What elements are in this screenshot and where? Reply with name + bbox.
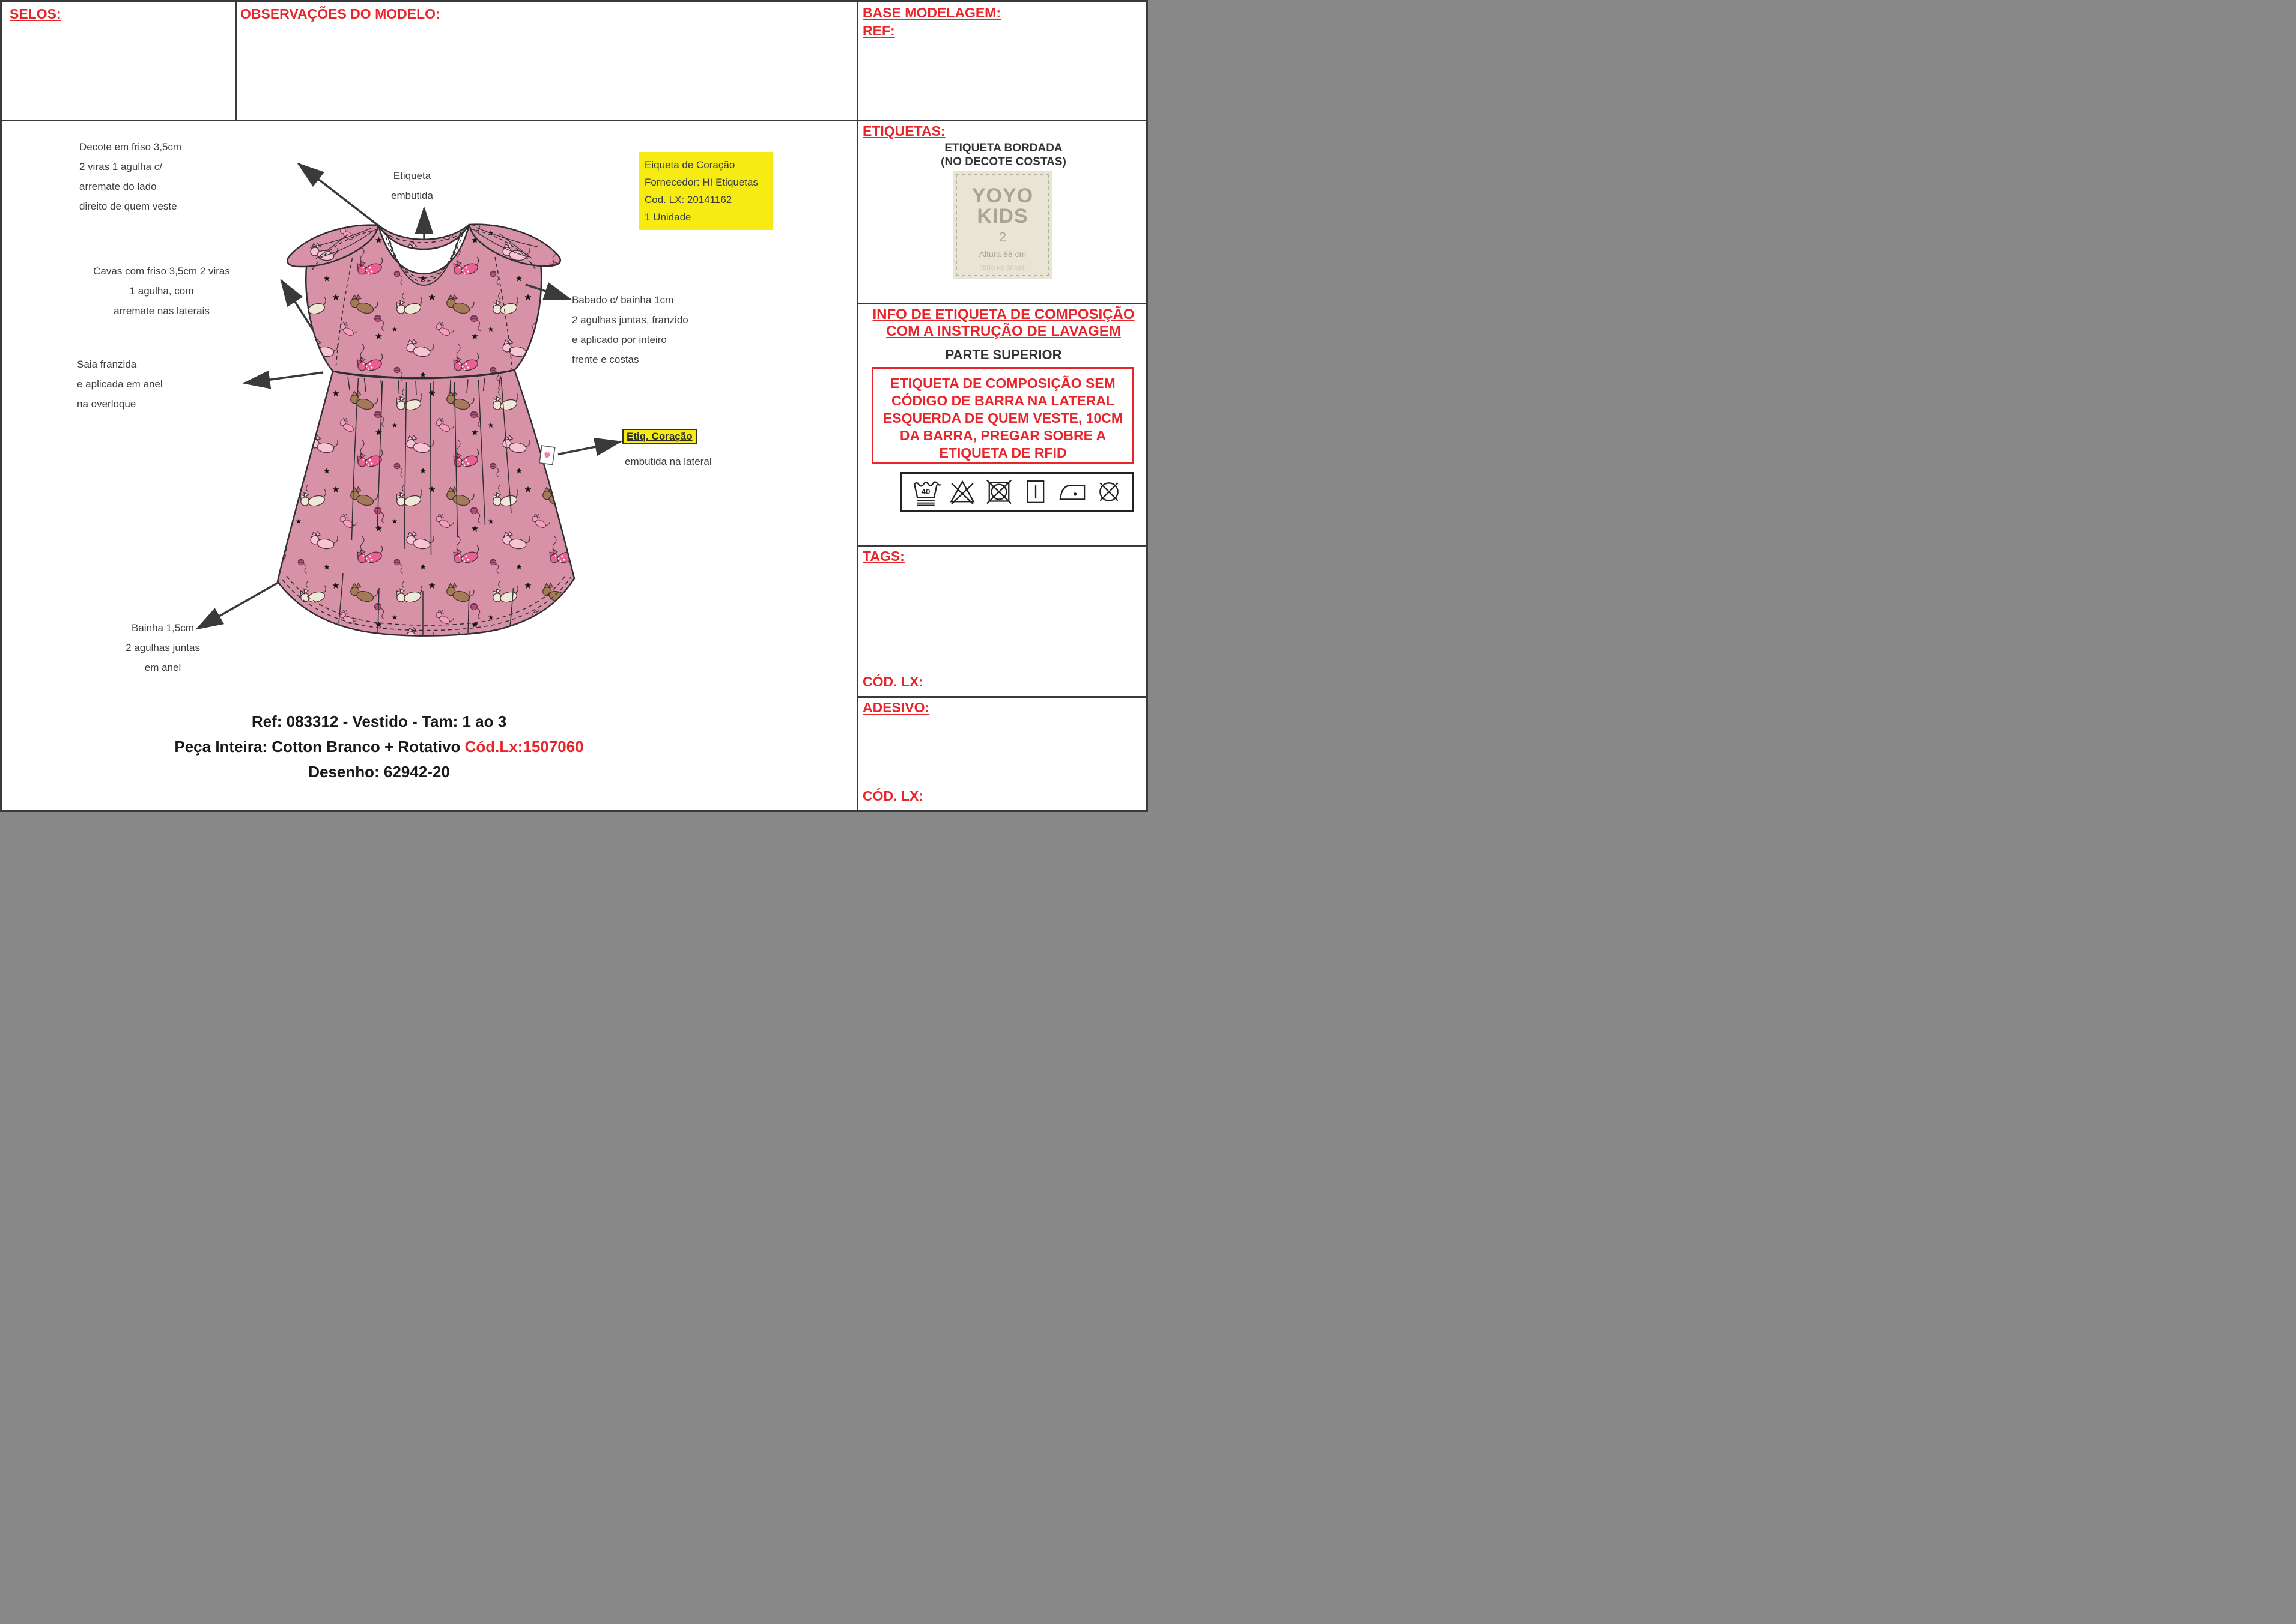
observacoes-header: OBSERVAÇÕES DO MODELO: — [240, 6, 440, 22]
annotation-decote — [79, 137, 181, 216]
divider-etiquetas-info — [857, 303, 1148, 304]
ref-line2-red: Cód.Lx:1507060 — [464, 738, 584, 756]
note-line: Eiqueta de Coração — [645, 159, 735, 171]
care-symbols-box — [900, 472, 1134, 512]
annotation-line: Cavas com friso 3,5cm 2 viras — [93, 265, 230, 277]
annotation-line: e aplicada em anel — [77, 378, 163, 390]
note-line: Cod. LX: 20141162 — [645, 194, 732, 205]
dress-bodice — [306, 225, 541, 378]
tech-pack-sheet — [0, 0, 1148, 812]
annotation-line: frente e costas — [572, 354, 639, 365]
annotation-line: arremate do lado — [79, 181, 157, 192]
base-modelagem-header: BASE MODELAGEM: — [863, 5, 1001, 20]
redbox-line: ESQUERDA DE QUEM VESTE, 10CM — [882, 410, 1123, 426]
annotation-etiq-coracao-highlight: Etiq. Coração — [622, 429, 697, 444]
arrow-saia — [244, 372, 324, 383]
redbox-line: DA BARRA, PREGAR SOBRE A — [899, 428, 1107, 443]
ref-line2-black: Peça Inteira: Cotton Branco + Rotativo — [174, 738, 465, 756]
label-brand-line1: YOYO — [971, 184, 1034, 207]
do-not-bleach-icon — [947, 477, 977, 506]
annotation-cavas — [38, 261, 285, 321]
annotation-line: Etiqueta — [393, 170, 431, 181]
iron-one-dot-icon — [1057, 477, 1087, 506]
annotation-line: Decote em friso 3,5cm — [79, 141, 182, 153]
annotation-line: direito de quem veste — [79, 201, 177, 212]
annotation-line: arremate nas laterais — [114, 305, 210, 317]
divider-selos-obs — [235, 2, 237, 120]
wash-temp-value: 40 — [921, 486, 930, 496]
adesivo-header: ADESIVO: — [863, 700, 930, 715]
cod-lx-header-1: CÓD. LX: — [863, 674, 923, 689]
do-not-tumble-dry-icon — [984, 477, 1014, 506]
annotation-line: Saia franzida — [77, 359, 137, 370]
callout-arrows — [197, 164, 621, 629]
annotation-line: embutida — [391, 190, 433, 201]
wash-40-delicate-icon — [911, 477, 941, 506]
annotation-line: em anel — [144, 662, 181, 673]
annotation-line: Bainha 1,5cm — [132, 622, 194, 634]
info-title-line1: INFO DE ETIQUETA DE COMPOSIÇÃO — [872, 306, 1135, 323]
annotation-etiq-coracao-line2: embutida na lateral — [625, 456, 712, 467]
etiquetas-header: ETIQUETAS: — [863, 123, 946, 139]
heart-label-note-box — [639, 152, 773, 230]
selos-header: SELOS: — [10, 6, 61, 22]
annotation-line: 2 agulhas juntas — [126, 642, 200, 653]
back-neckband — [378, 225, 469, 249]
tags-header: TAGS: — [863, 548, 905, 564]
etiqueta-bordada-line1: ETIQUETA BORDADA — [944, 142, 1063, 154]
annotation-etiqueta-embutida — [358, 166, 466, 205]
redbox-line: ETIQUETA DE RFID — [939, 445, 1067, 461]
annotation-line: e aplicado por inteiro — [572, 334, 667, 345]
do-not-dry-clean-icon — [1094, 477, 1124, 506]
annotation-line: 2 viras 1 agulha c/ — [79, 161, 162, 172]
annotation-line: na overloque — [77, 398, 136, 410]
line-dry-icon — [1021, 477, 1051, 506]
divider-tags-adesivo — [857, 696, 1148, 698]
annotation-bainha — [55, 618, 271, 677]
label-size: 2 — [998, 229, 1007, 244]
side-heart-tag — [539, 446, 555, 465]
redbox-line: ETIQUETA DE COMPOSIÇÃO SEM — [890, 375, 1116, 391]
etiqueta-bordada-line2: (NO DECOTE COSTAS) — [941, 156, 1066, 168]
arrow-etiq-coracao — [558, 442, 621, 455]
annotation-babado — [572, 290, 688, 369]
cod-lx-header-2: CÓD. LX: — [863, 788, 923, 804]
reference-block — [145, 709, 613, 784]
divider-header-row — [2, 120, 1148, 121]
annotation-line: 2 agulhas juntas, franzido — [572, 314, 688, 326]
note-line: 1 Unidade — [645, 211, 691, 223]
label-brand-line2: KIDS — [977, 205, 1028, 228]
ref-line2 — [145, 734, 613, 759]
redbox-line: CÓDIGO DE BARRA NA LATERAL — [891, 393, 1114, 408]
ref-header: REF: — [863, 23, 895, 38]
annotation-line: Babado c/ bainha 1cm — [572, 294, 674, 306]
dress-illustration — [278, 225, 574, 636]
note-line: Fornecedor: HI Etiquetas — [645, 177, 758, 188]
annotation-saia — [77, 354, 163, 414]
divider-info-tags — [857, 545, 1148, 547]
dress-skirt — [278, 370, 574, 636]
right-sleeve-frill — [469, 225, 560, 266]
composition-instruction-box — [872, 367, 1134, 464]
divider-sidebar — [857, 2, 858, 812]
woven-label-swatch — [953, 171, 1052, 279]
annotation-line: 1 agulha, com — [129, 285, 194, 297]
arrow-babado — [526, 285, 570, 299]
ref-line1: Ref: 083312 - Vestido - Tam: 1 ao 3 — [251, 712, 507, 730]
arrow-cavas — [281, 280, 314, 331]
label-origin: FEITO NO BRASIL — [979, 265, 1026, 271]
info-title-line2: COM A INSTRUÇÃO DE LAVAGEM — [886, 323, 1121, 339]
left-sleeve-frill — [287, 225, 378, 267]
parte-superior-label: PARTE SUPERIOR — [945, 347, 1062, 362]
label-height: Altura 88 cm — [979, 249, 1027, 259]
ref-line3: Desenho: 62942-20 — [308, 763, 450, 781]
